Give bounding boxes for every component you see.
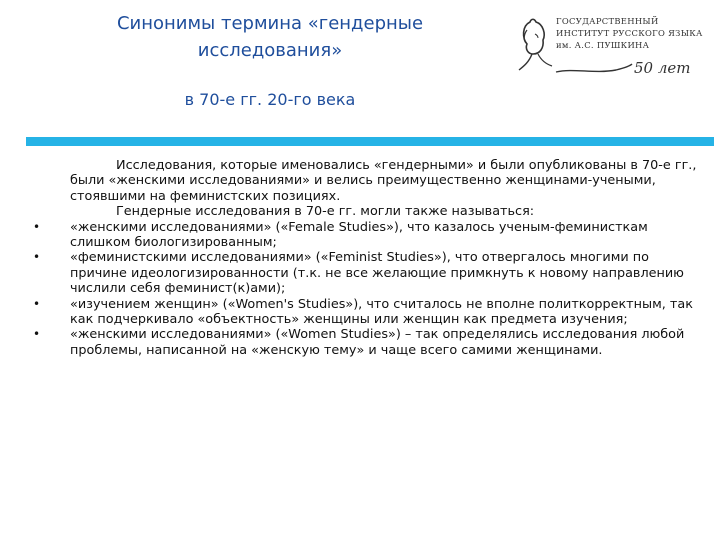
pushkin-portrait-icon [516, 12, 556, 78]
list-item [33, 250, 700, 297]
slide-subtitle: в 70-е гг. 20-го века [184, 90, 356, 109]
slide-title-line2: исследования» [197, 40, 343, 61]
intro-paragraph: Исследования, которые именовались «гендерными» и были опубликованы в 70-е гг., были «женскими исследованиями» и велись преимущественно женщинами-учеными, стоявшими на феминистских позициях. [70, 158, 697, 204]
list-item-text: «феминистскими исследованиями» («Feminist Studies»), что отвергалось многими по причине идеологизированности (т.к. не все желающие примкнуть к новому направлению числили себя феминист(к)ами); [70, 250, 684, 297]
list-item-text: «женскими исследованиями» («Women Studies») – так определялись исследования любой проблемы, написанной на «женскую тему» и чаще всего самими женщинами. [70, 327, 685, 358]
bullet-icon: • [33, 250, 41, 265]
logo-anniversary: 50 лет [634, 59, 691, 77]
bullet-icon: • [33, 219, 41, 234]
synonym-list [33, 219, 700, 359]
list-item-text: «женскими исследованиями» («Female Studies»), что казалось ученым-феминисткам слишком биологизированным; [70, 219, 648, 251]
logo-line-2: ИНСТИТУТ РУССКОГО ЯЗЫКА [556, 28, 703, 38]
second-paragraph: Гендерные исследования в 70-е гг. могли также называться: [116, 204, 535, 220]
bullet-icon: • [33, 296, 41, 311]
accent-divider-bar [26, 137, 714, 146]
bullet-icon: • [33, 327, 41, 342]
slide-body [33, 158, 700, 358]
list-item [33, 219, 700, 251]
slide-title [60, 10, 480, 64]
institute-logo [516, 12, 703, 78]
logo-line-1: ГОСУДАРСТВЕННЫЙ [556, 16, 659, 26]
list-item [33, 296, 700, 328]
slide-title-line1: Синонимы термина «гендерные [116, 13, 424, 34]
logo-line-3: им. А.С. ПУШКИНА [556, 40, 650, 50]
list-item [33, 327, 700, 358]
list-item-text: «изучением женщин» («Women's Studies»), что считалось не вполне политкорректным, так как подчеркивало «объектность» женщины или женщин как предмета изучения; [70, 296, 693, 328]
